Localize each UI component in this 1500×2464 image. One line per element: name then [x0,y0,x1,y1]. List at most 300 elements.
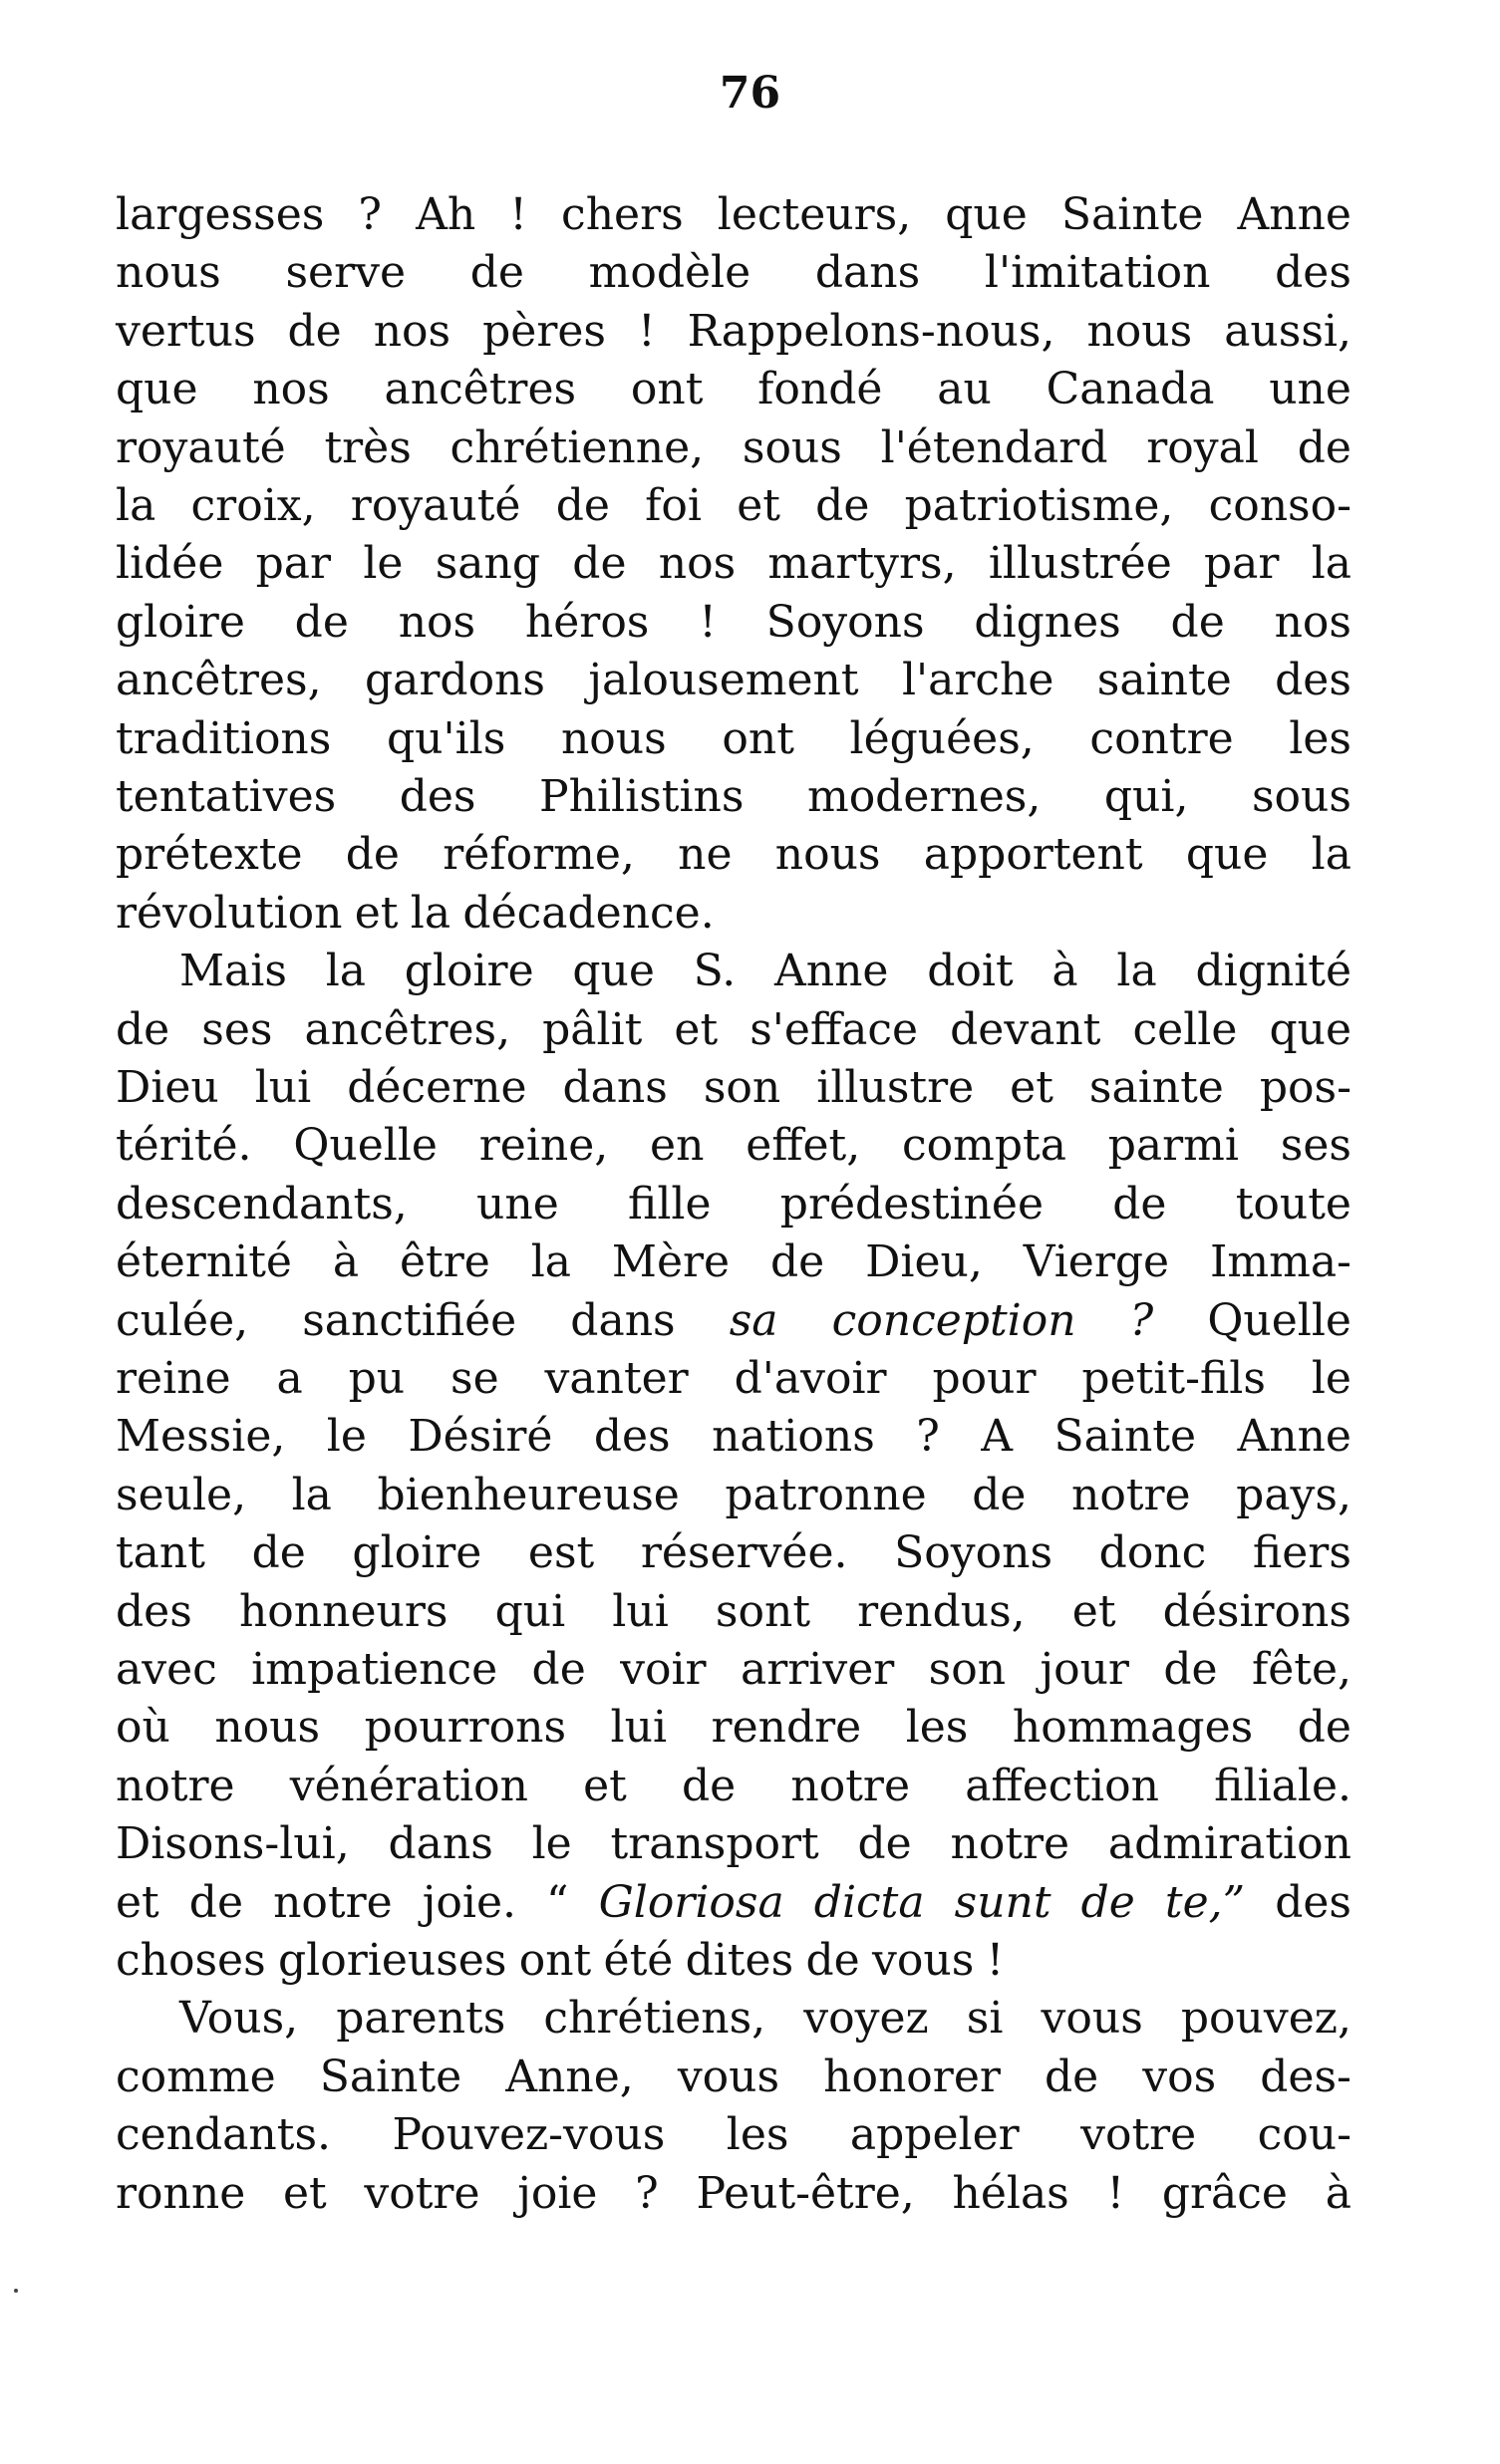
word: gloire [404,946,534,996]
word: sont [715,1586,811,1637]
word: qui [494,1586,566,1637]
word: pos- [1259,1062,1351,1113]
word: pères [482,306,606,357]
word: Vous, [179,1993,299,2044]
word: de [857,1818,912,1869]
text-line [116,1116,1351,1176]
word: de [682,1761,737,1811]
word: été [603,1935,674,1986]
word: joie. [422,1877,516,1928]
word: Désiré [408,1411,553,1462]
word: gloire [116,597,245,648]
word: admiration [1107,1818,1351,1869]
word: te,” [1164,1877,1246,1928]
word: Imma- [1210,1236,1351,1287]
word: royal [1146,422,1259,473]
word: chrétiens, [543,1993,766,2044]
word: lui [254,1062,312,1113]
word: et [737,480,780,531]
word: dans [562,1062,668,1113]
word: la [291,1470,332,1520]
word: dites [685,1935,794,1986]
word: et [354,888,399,939]
word: Sainte [1060,189,1204,240]
word: la [1116,946,1157,996]
word: nos [252,364,330,414]
word: bienheureuse [377,1470,680,1520]
text-line [116,1407,1351,1467]
word: fête, [1251,1644,1351,1695]
word: Mère [611,1236,731,1287]
word: vos [1142,2052,1217,2102]
word: compta [902,1120,1066,1171]
text-line [116,1466,1351,1525]
word: dans [570,1295,676,1346]
text-line [116,1582,1351,1642]
word: joie [517,2168,598,2219]
word: à [1325,2168,1351,2219]
word: dignes [974,597,1121,648]
word: sous [1251,771,1351,822]
word: vous [1041,1993,1143,2044]
word: où [116,1702,170,1753]
word: Dieu, [865,1236,983,1287]
word: vertus [116,306,256,357]
word: se [450,1353,499,1404]
word: des [1275,247,1351,298]
word: illustre [816,1062,975,1113]
word: impatience [251,1644,498,1695]
word: et [1071,1586,1116,1637]
word: parmi [1107,1120,1239,1171]
word: honorer [823,2052,1001,2102]
word: Mais [179,946,287,996]
word: le [363,538,404,589]
word: qui, [1103,771,1189,822]
word: et [674,1004,719,1055]
word: vanter [544,1353,689,1404]
word: doit [927,946,1014,996]
word: ! [1106,2168,1125,2219]
word: de [1112,1179,1167,1230]
word: modèle [588,247,751,298]
word: gardons [364,655,545,705]
word: devant [950,1004,1101,1055]
word: ont [630,364,704,414]
text-line [116,825,1351,885]
word: réforme, [443,829,635,880]
word: son [703,1062,781,1113]
word: de [188,1877,244,1928]
text-line [116,593,1351,653]
text-line [116,1000,1351,1060]
word: décadence. [462,888,715,939]
word: de [555,480,610,531]
word: ! [986,1935,1005,1986]
word: s'efface [750,1004,919,1055]
word: votre [364,2168,480,2219]
word: décerne [347,1062,527,1113]
word: ? [635,2168,659,2219]
word: vous [677,2052,780,2102]
word: de [251,1527,306,1578]
word: une [1269,364,1351,414]
word: prétexte [116,829,303,880]
word: que [572,946,655,996]
word: sang [435,538,541,589]
word: Pouvez-vous [392,2109,666,2160]
word: donc [1098,1527,1207,1578]
word: Disons-lui, [116,1818,350,1869]
word: conception [831,1295,1076,1346]
word: royauté [116,422,286,473]
text-line [116,185,1351,245]
word: lui [612,1586,669,1637]
word: notre [1071,1470,1191,1520]
word: ? [1129,1295,1154,1346]
word: Vierge [1023,1236,1170,1287]
word: Anne, [505,2052,634,2102]
word: que [1269,1004,1351,1055]
word: seule, [116,1470,247,1520]
word: désirons [1162,1586,1351,1637]
word: largesses [116,189,325,240]
word: nos [398,597,476,648]
word: martyrs, [767,538,957,589]
word: la [1311,538,1351,589]
word: pour [932,1353,1037,1404]
word: avec [116,1644,217,1695]
word: ! [699,597,717,648]
word: lecteurs, [717,189,912,240]
text-line [116,1814,1351,1874]
text-line [116,476,1351,536]
word: pourrons [364,1702,567,1753]
word: A [981,1411,1014,1462]
word: lidée [116,538,224,589]
word: la [116,480,156,531]
text-line [116,1175,1351,1234]
word: ses [1280,1120,1351,1171]
text-line [116,1873,1351,1933]
word: ses [201,1004,273,1055]
word: parents [336,1993,506,2044]
word: Quelle [293,1120,438,1171]
word: notre [950,1818,1070,1869]
word: les [726,2109,789,2160]
text-line [116,709,1351,769]
word: très [324,422,412,473]
word: léguées, [849,713,1035,764]
word: dignité [1195,946,1351,996]
word: si [966,1993,1004,2044]
word: la [1311,829,1351,880]
word: que [116,364,198,414]
word: de [1163,1644,1218,1695]
word: patriotisme, [904,480,1174,531]
word: notre [273,1877,393,1928]
word: Gloriosa [598,1877,784,1928]
text-line [116,2048,1351,2107]
word: et [1010,1062,1053,1113]
word: sous [742,422,842,473]
word: de [469,247,524,298]
word: honneurs [238,1586,449,1637]
word: la [325,946,366,996]
word: pays, [1236,1470,1351,1520]
word: les [1289,713,1351,764]
word: l'arche [901,655,1054,705]
word: des [593,1411,671,1462]
word: l'imitation [984,247,1211,298]
word: et [116,1877,159,1928]
text-line [116,418,1351,478]
word: de [805,1935,860,1986]
word: des [116,1586,192,1637]
word: lui [610,1702,668,1753]
word: d'avoir [734,1353,887,1404]
word: a [276,1353,303,1404]
word: une [476,1179,559,1230]
text-line [116,243,1351,303]
word: glorieuses [277,1935,507,1986]
word: Anne [1237,189,1351,240]
word: des [1275,655,1351,705]
word: de [287,306,342,357]
word: fondé [757,364,883,414]
word: de [1044,2052,1099,2102]
word: pouvez, [1180,1993,1351,2044]
word: transport [610,1818,819,1869]
word: votre [1080,2109,1197,2160]
word: choses [116,1935,266,1986]
word: l'étendard [880,422,1108,473]
word: modernes, [806,771,1042,822]
word: descendants, [116,1179,408,1230]
word: de [531,1644,586,1695]
word: Anne [1237,1411,1351,1462]
word: Rappelons-nous, [687,306,1055,357]
word: que [945,189,1028,240]
word: le [326,1411,367,1462]
word: et [583,1761,627,1811]
word: ? [916,1411,940,1462]
word: reine, [478,1120,609,1171]
word: conso- [1208,480,1351,531]
word: ont [722,713,794,764]
word: ? [358,189,382,240]
word: des- [1260,2052,1351,2102]
word: nos [658,538,737,589]
word: ronne [116,2168,246,2219]
word: de [1080,1877,1135,1928]
scan-speck [14,2289,18,2293]
word: nous [560,713,667,764]
word: térité. [116,1120,252,1171]
word: vous [872,1935,975,1986]
word: effet, [746,1120,861,1171]
text-line [116,534,1351,594]
word: filiale. [1214,1761,1351,1811]
text-line [116,2164,1351,2224]
word: de [815,480,870,531]
word: pu [348,1353,406,1404]
word: des [399,771,476,822]
word: Anne [773,946,889,996]
word: réservée. [640,1527,848,1578]
text-line [116,360,1351,419]
word: par [255,538,332,589]
word: vénération [289,1761,528,1811]
word: ! [509,189,527,240]
word: culée, [116,1295,249,1346]
word: au [937,364,992,414]
word: sa [729,1295,778,1346]
word: Soyons [765,597,925,648]
word: Soyons [894,1527,1053,1578]
word: hélas [952,2168,1069,2219]
word: à [1051,946,1078,996]
text-line [116,1989,1351,2049]
word: le [1311,1353,1351,1404]
word: ne [678,829,733,880]
word: sunt [954,1877,1051,1928]
text-line [116,1698,1351,1758]
word: de [1170,597,1225,648]
word: chrétienne, [450,422,705,473]
word: nous [774,829,881,880]
word: Dieu [116,1062,219,1113]
word: ! [637,306,656,357]
word: voir [620,1644,707,1695]
word: Peut-être, [696,2168,915,2219]
word: que [1185,829,1269,880]
word: appeler [849,2109,1020,2160]
word: de [1297,422,1351,473]
word: patronne [725,1470,927,1520]
word: être [399,1236,490,1287]
word: affection [965,1761,1159,1811]
page-number: 76 [719,68,781,119]
word: sainte [1088,1062,1224,1113]
word: prédestinée [779,1179,1044,1230]
text-line [116,1757,1351,1816]
word: serve [285,247,407,298]
word: tentatives [116,771,337,822]
word: héros [524,597,650,648]
word: dicta [813,1877,925,1928]
word: toute [1235,1179,1351,1230]
word: notre [790,1761,911,1811]
word: ancêtres, [116,655,322,705]
word: de [345,829,400,880]
word: révolution [116,888,343,939]
word: la [530,1236,571,1287]
word: dans [814,247,921,298]
word: le [531,1818,572,1869]
word: éternité [116,1236,292,1287]
text-line [116,1523,1351,1583]
word: de [972,1470,1027,1520]
word: celle [1132,1004,1238,1055]
word: voyez [803,1993,929,2044]
text-line [116,302,1351,362]
word: jalousement [588,655,859,705]
text-line [116,2105,1351,2165]
word: “ [546,1877,569,1928]
word: ont [518,1935,592,1986]
word: nous [1086,306,1193,357]
word: des [1275,1877,1351,1928]
word: contre [1089,713,1234,764]
word: les [905,1702,969,1753]
word: notre [116,1761,235,1811]
text-line [116,1232,1351,1292]
word: petit-fils [1081,1353,1266,1404]
word: de [572,538,627,589]
text-line [116,1349,1351,1409]
word: son [928,1644,1007,1695]
word: de [1297,1702,1351,1753]
word: à [332,1236,360,1287]
word: S. [693,946,737,996]
word: illustrée [988,538,1172,589]
word: nous [214,1702,321,1753]
word: fiers [1252,1527,1351,1578]
word: ancêtres [384,364,577,414]
word: par [1204,538,1280,589]
word: en [650,1120,705,1171]
word: arriver [740,1644,895,1695]
word: grâce [1161,2168,1288,2219]
text-line [116,1931,1351,1991]
word: tant [116,1527,205,1578]
word: qu'ils [387,713,506,764]
word: comme [116,2052,276,2102]
text-line [116,884,1351,944]
word: de [769,1236,825,1287]
word: et [282,2168,327,2219]
word: cendants. [116,2109,332,2160]
word: Canada [1046,364,1215,414]
word: croix, [190,480,316,531]
word: Philistins [539,771,745,822]
word: fille [628,1179,712,1230]
word: Messie, [116,1411,286,1462]
word: de [294,597,349,648]
word: Quelle [1207,1295,1351,1346]
word: chers [561,189,684,240]
word: Ah [416,189,476,240]
word: pâlit [542,1004,643,1055]
word: nous [116,247,221,298]
text-line [116,1058,1351,1118]
text-line [116,651,1351,710]
text-line [116,1291,1351,1351]
word: rendre [711,1702,862,1753]
text-line [116,767,1351,827]
word: gloire [352,1527,482,1578]
word: dans [388,1818,493,1869]
text-line [116,942,1351,1001]
word: traditions [116,713,332,764]
word: Sainte [1053,1411,1197,1462]
word: cou- [1257,2109,1351,2160]
word: aussi, [1224,306,1351,357]
word: apportent [923,829,1143,880]
word: reine [116,1353,231,1404]
word: jour [1040,1644,1129,1695]
